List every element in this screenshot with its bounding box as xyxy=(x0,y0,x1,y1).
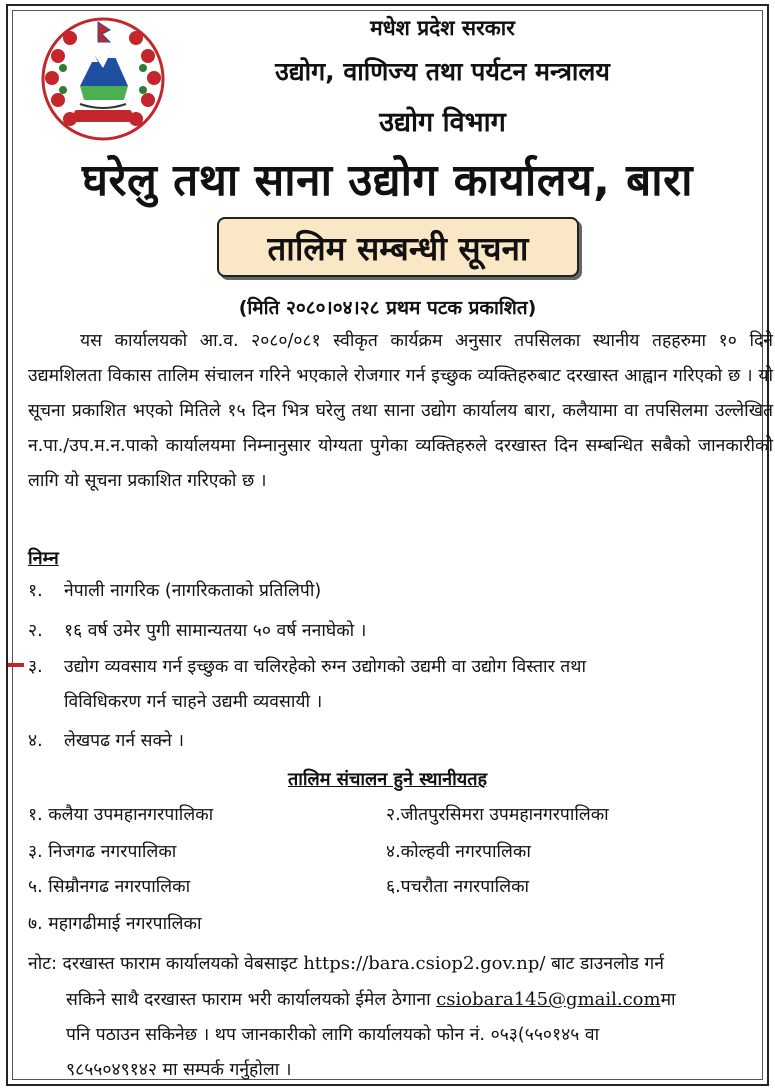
local-level-item: ५. सिम्रौनगढ नगरपालिका xyxy=(28,877,191,897)
local-level-item: ४.कोल्हवी नगरपालिका xyxy=(386,842,531,862)
local-level-item: ३. निजगढ नगरपालिका xyxy=(28,842,177,862)
body-paragraph: यस कार्यालयको आ.व. २०८०/०८१ स्वीकृत कार्यक्रम अनुसार तपसिलका स्थानीय तहहरुमा १० दिने उद्यमशिलता विकास तालिम संचालन गरिने भएकाले रोजगार गर्न इच्छुक व्यक्तिहरुबाट दरखास्त आह्वान गरिएको छ । यो सूचना प्रकाशित भएको मितिले १५ दिन भित्र घरेलु तथा साना उद्योग कार्यालय बारा, कलैयामा वा तपसिलमा उल्लेखित न.पा./उप.म.न.पाको कार्यालयमा निम्नानुसार योग्यता पुगेका व्यक्तिहरुले दरखास्त दिन सम्बन्धित सबैको जानकारीको लागि यो सूचना प्रकाशित गरिएको छ । xyxy=(28,331,773,491)
office-name: घरेलु तथा साना उद्योग कार्यालय, बारा xyxy=(81,155,694,206)
website-link[interactable]: https://bara.csiop2.gov.np/ xyxy=(303,953,546,974)
requirement-text: लेखपढ गर्न सक्ने । xyxy=(64,731,184,751)
requirement-item xyxy=(28,618,366,642)
note-text: सकिने साथै दरखास्त फाराम भरी कार्यालयको ईमेल ठेगाना xyxy=(66,990,437,1010)
requirement-text: १६ वर्ष उमेर पुगी सामान्यतया ५० वर्ष ननाघेको । xyxy=(64,621,367,641)
note-block xyxy=(28,946,773,1088)
requirements-label: निम्न xyxy=(28,548,59,569)
note-line-1 xyxy=(28,954,664,974)
requirement-text: नेपाली नागरिक (नागरिकताको प्रतिलिपी) xyxy=(64,581,322,601)
note-line-2 xyxy=(28,982,773,1018)
email-link[interactable]: csiobara145@gmail.com xyxy=(436,989,661,1010)
ministry-name: उद्योग, वाणिज्य तथा पर्यटन मन्त्रालय xyxy=(275,57,610,86)
department-name: उद्योग विभाग xyxy=(379,107,506,138)
local-level-item: २.जीतपुरसिमरा उपमहानगरपालिका xyxy=(386,805,609,825)
requirement-text: उद्योग व्यवसाय गर्न इच्छुक वा चलिरहेको रुग्न उद्योगको उद्यमी वा उद्योग विस्तार तथा xyxy=(64,657,586,677)
requirement-text-continued: विविधिकरण गर्न चाहने उद्यमी व्यवसायी । xyxy=(64,692,323,712)
local-level-item: ७. महागढीमाई नगरपालिका xyxy=(28,914,202,934)
notice-title: तालिम सम्बन्धी सूचना xyxy=(217,217,579,277)
note-line-4: ९८५५०४९१४२ मा सम्पर्क गर्नुहोला । xyxy=(66,1060,292,1080)
requirement-item xyxy=(28,650,773,720)
locals-title: तालिम संचालन हुने स्थानीयतह xyxy=(287,769,488,790)
requirement-item xyxy=(28,578,321,602)
requirement-number: २. xyxy=(28,621,43,641)
note-text: नोट: दरखास्त फाराम कार्यालयको वेबसाइट xyxy=(28,954,304,974)
notice-page xyxy=(6,4,773,1086)
local-level-item: ६.पचरौता नगरपालिका xyxy=(386,877,530,897)
requirement-number: १. xyxy=(28,581,43,601)
note-line-3: पनि पठाउन सकिनेछ । थप जानकारीको लागि कार्यालयको फोन नं. ०५३(५५०१४५ वा xyxy=(66,1025,600,1045)
province-name: मधेश प्रदेश सरकार xyxy=(370,16,515,40)
requirement-number: ३. xyxy=(28,657,43,677)
note-text: मा xyxy=(660,990,676,1010)
publication-date: (मिति २०८०।०४।२८ प्रथम पटक प्रकाशित) xyxy=(238,297,537,319)
note-text: बाट डाउनलोड गर्न xyxy=(545,954,664,974)
local-level-item: १. कलैया उपमहानगरपालिका xyxy=(28,805,214,825)
requirement-item xyxy=(28,728,184,752)
requirement-number: ४. xyxy=(28,731,43,751)
margin-marker xyxy=(8,663,24,667)
